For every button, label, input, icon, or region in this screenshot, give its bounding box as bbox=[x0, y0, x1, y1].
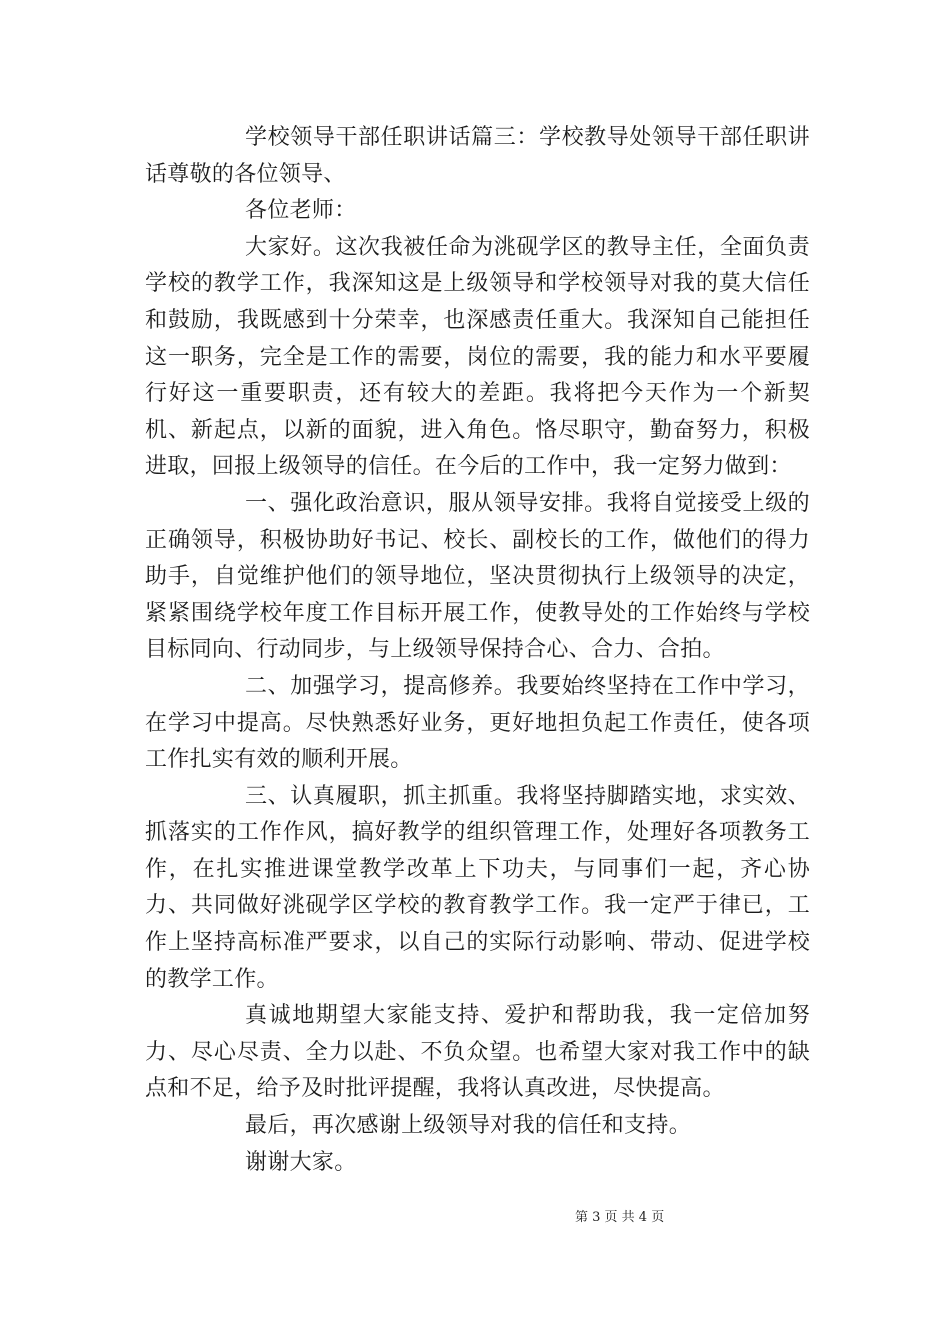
document-body bbox=[145, 120, 810, 1181]
paragraph-point-two: 二、加强学习，提高修养。我要始终坚持在工作中学习，在学习中提高。尽快熟悉好业务，更好地担负起工作责任，使各项工作扎实有效的顺利开展。 bbox=[145, 673, 810, 773]
paragraph-title-greeting: 学校领导干部任职讲话篇三：学校教导处领导干部任职讲话尊敬的各位领导、 bbox=[145, 125, 810, 187]
paragraph-intro: 大家好。这次我被任命为洮砚学区的教导主任，全面负责学校的教学工作，我深知这是上级领导和学校领导对我的莫大信任和鼓励，我既感到十分荣幸，也深感责任重大。我深知自己能担任这一职务，完全是工作的需要，岗位的需要，我的能力和水平要履行好这一重要职责，还有较大的差距。我将把今天作为一个新契机、新起点，以新的面貌，进入角色。恪尽职守，勤奋努力，积极进取，回报上级领导的信任。在今后的工作中，我一定努力做到： bbox=[145, 234, 810, 480]
paragraph-thank-you: 谢谢大家。 bbox=[245, 1149, 357, 1175]
page-number-footer: 第 3 页 共 4 页 bbox=[575, 1210, 665, 1225]
paragraph-thanks-support: 最后，再次感谢上级领导对我的信任和支持。 bbox=[245, 1113, 692, 1139]
paragraph-point-one: 一、强化政治意识，服从领导安排。我将自觉接受上级的正确领导，积极协助好书记、校长、副校长的工作，做他们的得力助手，自觉维护他们的领导地位，坚决贯彻执行上级领导的决定，紧紧围绕学校年度工作目标开展工作，使教导处的工作始终与学校目标同向、行动同步，与上级领导保持合心、合力、合拍。 bbox=[145, 490, 810, 663]
paragraph-salutation: 各位老师： bbox=[245, 198, 357, 224]
paragraph-hope: 真诚地期望大家能支持、爱护和帮助我，我一定倍加努力、尽心尽责、全力以赴、不负众望。也希望大家对我工作中的缺点和不足，给予及时批评提醒，我将认真改进，尽快提高。 bbox=[145, 1003, 810, 1102]
paragraph-point-three: 三、认真履职，抓主抓重。我将坚持脚踏实地，求实效、抓落实的工作作风，搞好教学的组织管理工作，处理好各项教务工作，在扎实推进课堂教学改革上下功夫，与同事们一起，齐心协力、共同做好洮砚学区学校的教育教学工作。我一定严于律已，工作上坚持高标准严要求，以自己的实际行动影响、带动、促进学校的教学工作。 bbox=[145, 783, 810, 992]
